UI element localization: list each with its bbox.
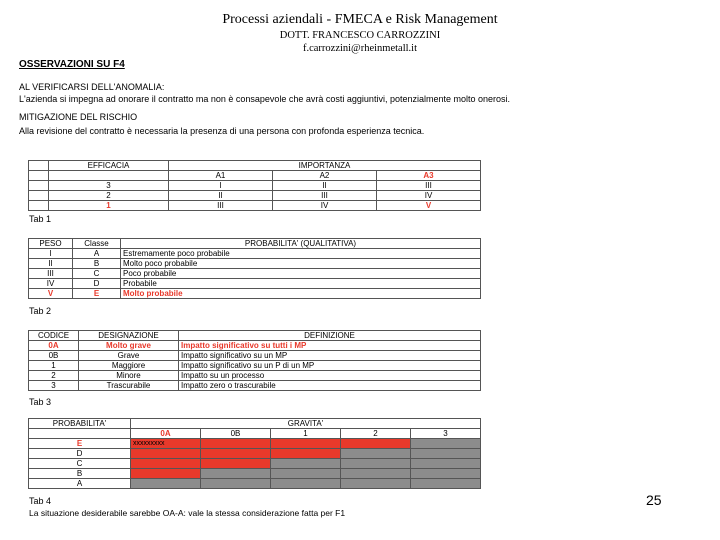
table-row: [29, 351, 481, 361]
table-cell: 3: [49, 181, 169, 191]
table-cell: 2: [29, 371, 79, 381]
tab2-table: [28, 238, 481, 299]
tab2-caption: Tab 2: [29, 306, 52, 316]
table-cell: Impatto su un processo: [179, 371, 481, 381]
tab4-caption: Tab 4: [29, 496, 52, 506]
table-cell: Probabile: [121, 279, 481, 289]
tab1-sub: A1: [169, 171, 273, 181]
table-row: [29, 201, 481, 211]
tab1-sub: A2: [273, 171, 377, 181]
table-cell: 0B: [29, 351, 79, 361]
table-cell: 1: [49, 201, 169, 211]
table-cell: III: [169, 201, 273, 211]
table-row: [29, 361, 481, 371]
tab1-header-importanza: IMPORTANZA: [169, 161, 481, 171]
table-row: [29, 191, 481, 201]
tab3-header-definizione: DEFINIZIONE: [179, 331, 481, 341]
tab1-caption: Tab 1: [29, 214, 52, 224]
table-cell: D: [29, 449, 131, 459]
table-cell: 1: [29, 361, 79, 371]
table-cell: Molto probabile: [121, 289, 481, 299]
table-cell: Molto poco probabile: [121, 259, 481, 269]
table-row: [29, 449, 481, 459]
table-cell: 0A: [29, 341, 79, 351]
table-row: [29, 469, 481, 479]
table-cell: Impatto significativo su tutti i MP: [179, 341, 481, 351]
tab4-table: [28, 418, 481, 489]
table-cell: III: [377, 181, 481, 191]
tab4-header-gravita: GRAVITA': [131, 419, 481, 429]
table-cell: Poco probabile: [121, 269, 481, 279]
anomaly-heading: AL VERIFICARSI DELL'ANOMALIA:: [19, 82, 165, 92]
table-cell: B: [29, 469, 131, 479]
table-cell: Minore: [79, 371, 179, 381]
table-row: [29, 181, 481, 191]
table-cell: Estremamente poco probabile: [121, 249, 481, 259]
table-row: [29, 371, 481, 381]
table-cell: Impatto significativo su un P di un MP: [179, 361, 481, 371]
table-cell: E: [29, 439, 131, 449]
tab3-header-designazione: DESIGNAZIONE: [79, 331, 179, 341]
anomaly-text: L'azienda si impegna ad onorare il contratto ma non è consapevole che avrà costi aggiuntivi, potenzialmente molto onerosi.: [19, 94, 511, 104]
table-cell: III: [29, 269, 73, 279]
table-cell: Impatto significativo su un MP: [179, 351, 481, 361]
tab1-header-efficacia: EFFICACIA: [49, 161, 169, 171]
table-cell: V: [29, 289, 73, 299]
page-title: Processi aziendali - FMECA e Risk Management: [222, 12, 498, 27]
tab3-header-codice: CODICE: [29, 331, 79, 341]
tab2-header-peso: PESO: [29, 239, 73, 249]
table-cell: IV: [273, 201, 377, 211]
table-cell: IV: [377, 191, 481, 201]
tab3-table: [28, 330, 481, 391]
table-cell: E: [73, 289, 121, 299]
table-cell: B: [73, 259, 121, 269]
table-cell: II: [29, 259, 73, 269]
table-cell: C: [73, 269, 121, 279]
tab1-sub: A3: [377, 171, 481, 181]
table-row: [29, 279, 481, 289]
table-row: [29, 381, 481, 391]
page-number: 25: [646, 492, 662, 508]
table-row: [29, 479, 481, 489]
tab4-note: La situazione desiderabile sarebbe OA-A: vale la stessa considerazione fatta per F1: [29, 508, 346, 518]
table-row: [29, 341, 481, 351]
table-cell: Molto grave: [79, 341, 179, 351]
tab4-sub: 2: [341, 429, 411, 439]
tab1-table: [28, 160, 481, 211]
tab4-sub: 3: [411, 429, 481, 439]
table-cell: D: [73, 279, 121, 289]
table-cell: Trascurabile: [79, 381, 179, 391]
table-cell: A: [73, 249, 121, 259]
risk-marker: xxxxxxxxx: [131, 439, 201, 449]
tab4-sub: 0B: [201, 429, 271, 439]
table-row: [29, 459, 481, 469]
mitigation-heading: MITIGAZIONE DEL RISCHIO: [19, 112, 138, 122]
tab2-header-classe: Classe: [73, 239, 121, 249]
table-cell: C: [29, 459, 131, 469]
table-cell: Maggiore: [79, 361, 179, 371]
table-cell: II: [273, 181, 377, 191]
table-row: [29, 439, 481, 449]
table-cell: V: [377, 201, 481, 211]
tab3-caption: Tab 3: [29, 397, 52, 407]
table-cell: III: [273, 191, 377, 201]
table-cell: A: [29, 479, 131, 489]
table-cell: 3: [29, 381, 79, 391]
table-cell: Impatto zero o trascurabile: [179, 381, 481, 391]
tab2-header-probabilita: PROBABILITA' (QUALITATIVA): [121, 239, 481, 249]
table-row: [29, 249, 481, 259]
mitigation-text: Alla revisione del contratto è necessaria la presenza di una persona con profonda esperienza tecnica.: [19, 126, 425, 136]
tab4-sub: 1: [271, 429, 341, 439]
tab4-sub: 0A: [131, 429, 201, 439]
table-row: [29, 259, 481, 269]
author-email: f.carrozzini@rheinmetall.it: [302, 43, 418, 54]
table-cell: I: [169, 181, 273, 191]
table-row: [29, 289, 481, 299]
table-cell: IV: [29, 279, 73, 289]
observations-title: OSSERVAZIONI SU F4: [19, 59, 125, 70]
table-cell: II: [169, 191, 273, 201]
author-name: DOTT. FRANCESCO CARROZZINI: [279, 30, 441, 41]
table-cell: I: [29, 249, 73, 259]
table-row: [29, 269, 481, 279]
tab4-header-probabilita: PROBABILITA': [29, 419, 131, 429]
table-cell: Grave: [79, 351, 179, 361]
table-cell: 2: [49, 191, 169, 201]
